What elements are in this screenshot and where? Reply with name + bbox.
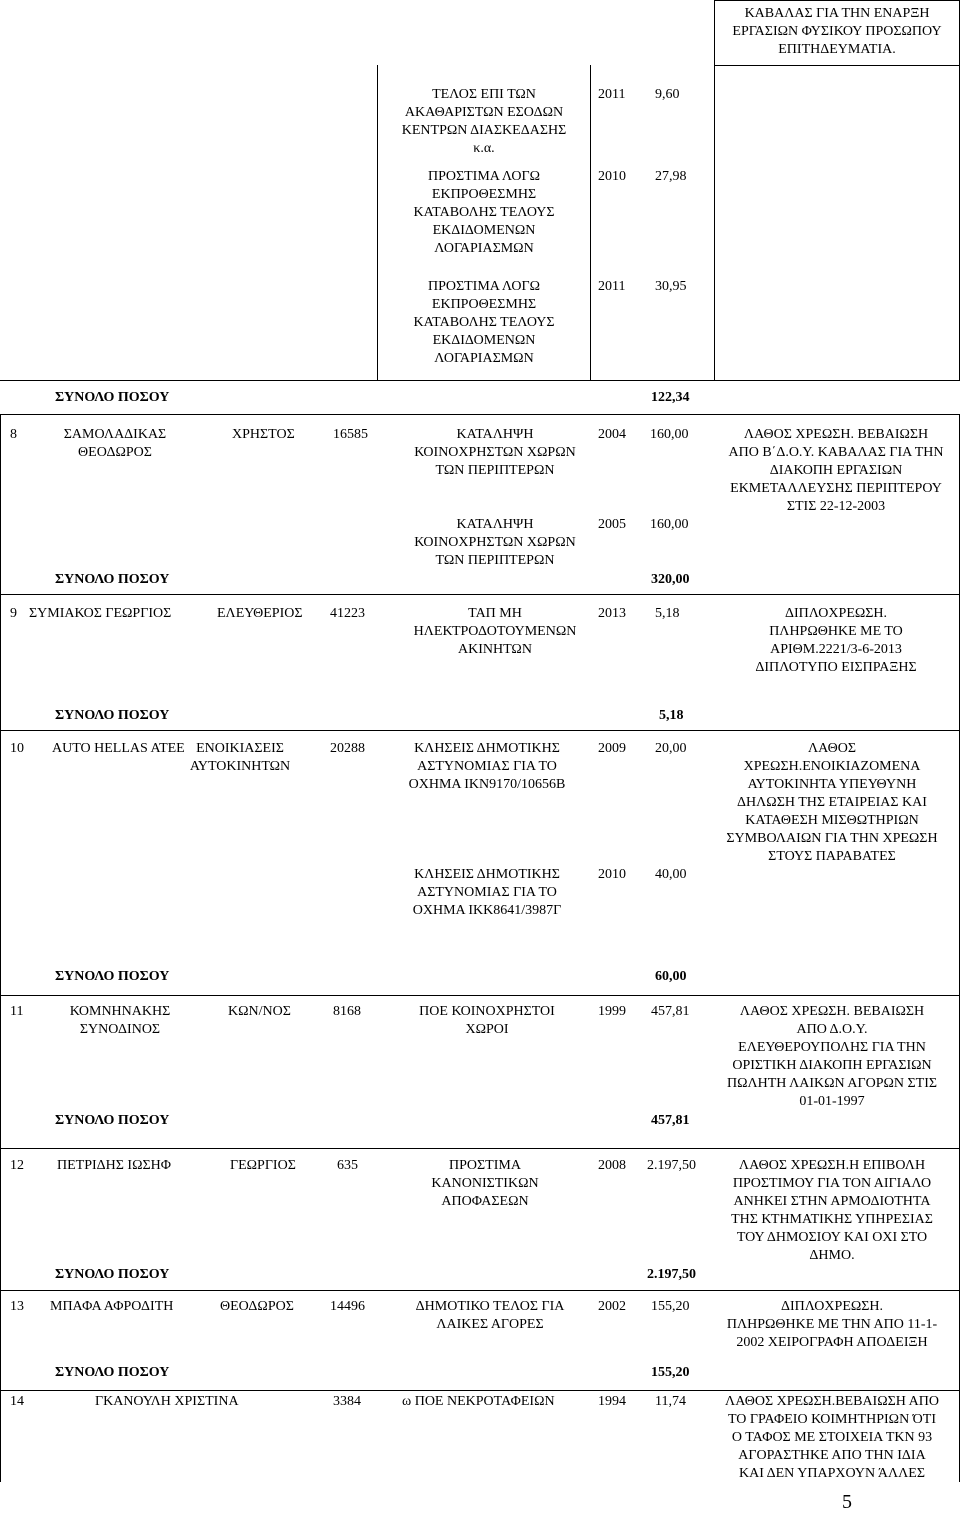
record-surname: ΣΑΜΟΛΑΔΙΚΑΣ ΘΕΟΔΩΡΟΣ (63, 427, 167, 460)
record-reason: ΛΑΘΟΣ ΧΡΕΩΣΗ.ΒΕΒΑΙΩΣΗ ΑΠΟ ΤΟ ΓΡΑΦΕΙΟ ΚΟΙΜΗΤΗΡΙΩΝ ΌΤΙ Ο ΤΑΦΟΣ ΜΕ ΣΤΟΙΧΕΙΑ ΤΚΝ 93 ΑΓΟΡΑΣΤΗΚΕ ΑΠΟ ΤΗΝ ΙΔΙΑ ΚΑΙ ΔΕΝ ΥΠΑΡΧΟΥΝ ΆΛΛΕΣ (725, 1394, 939, 1481)
total-label: ΣΥΝΟΛΟ ΠΟΣΟΥ (55, 1113, 170, 1128)
row-divider (0, 594, 960, 595)
item-amount: 2.197,50 (647, 1158, 696, 1173)
record-number: 12 (10, 1158, 24, 1173)
item-year: 1994 (598, 1394, 626, 1409)
total-label: ΣΥΝΟΛΟ ΠΟΣΟΥ (55, 572, 170, 587)
item-year: 2004 (598, 427, 626, 442)
record-reason: ΔΙΠΛΟΧΡΕΩΣΗ. ΠΛΗΡΩΘΗΚΕ ΜΕ ΤΟ ΑΡΙΘΜ.2221/3-6-2013 ΔΙΠΛΟΤΥΠΟ ΕΙΣΠΡΑΞΗΣ (755, 606, 917, 675)
item-year: 2013 (598, 606, 626, 621)
total-label: ΣΥΝΟΛΟ ΠΟΣΟΥ (55, 1267, 170, 1282)
record-surname: ΜΠΑΦΑ ΑΦΡΟΔΙΤΗ (50, 1299, 174, 1314)
record-code: 8168 (333, 1004, 361, 1019)
item-description: ΠΡΟΣΤΙΜΑ ΛΟΓΩ ΕΚΠΡΟΘΕΣΜΗΣ ΚΑΤΑΒΟΛΗΣ ΤΕΛΟΥΣ ΕΚΔΙΔΟΜΕΝΩΝ ΛΟΓΑΡΙΑΣΜΩΝ (413, 169, 555, 256)
record-number: 14 (10, 1394, 24, 1409)
row-divider (0, 995, 960, 996)
record-reason: ΛΑΘΟΣ ΧΡΕΩΣΗ. ΒΕΒΑΙΩΣΗ ΑΠΟ Δ.Ο.Υ. ΕΛΕΥΘΕΡΟΥΠΟΛΗΣ ΓΙΑ ΤΗΝ ΟΡΙΣΤΙΚΗ ΔΙΑΚΟΠΗ ΕΡΓΑΣΙΩΝ ΠΩΛΗΤΗ ΛΑΙΚΩΝ ΑΓΟΡΩΝ ΣΤΙΣ 01-01-1997 (726, 1004, 938, 1109)
record-surname: ΠΕΤΡΙΔΗΣ ΙΩΣΗΦ (57, 1158, 171, 1173)
total-label: ΣΥΝΟΛΟ ΠΟΣΟΥ (55, 390, 170, 405)
record-number: 8 (10, 427, 17, 442)
record-surname: ΣΥΜΙΑΚΟΣ ΓΕΩΡΓΙΟΣ (29, 606, 172, 621)
row-divider (714, 0, 960, 1)
item-amount: 20,00 (655, 741, 687, 756)
record-reason: ΛΑΘΟΣ ΧΡΕΩΣΗ.Η ΕΠΙΒΟΛΗ ΠΡΟΣΤΙΜΟΥ ΓΙΑ ΤΟΝ ΑΙΓΙΑΛΟ ΑΝΗΚΕΙ ΣΤΗΝ ΑΡΜΟΔΙΟΤΗΤΑ ΤΗΣ ΚΤΗΜΑΤΙΚΗΣ ΥΠΗΡΕΣΙΑΣ ΤΟΥ ΔΗΜΟΣΙΟΥ ΚΑΙ ΟΧΙ ΣΤΟ ΔΗΜΟ. (731, 1158, 933, 1263)
record-surname: ΓΚΑΝΟΥΛΗ ΧΡΙΣΤΙΝΑ (95, 1394, 239, 1409)
record-name: ΚΩΝ/ΝΟΣ (228, 1004, 291, 1019)
item-amount: 30,95 (655, 279, 687, 294)
item-description: ΔΗΜΟΤΙΚΟ ΤΕΛΟΣ ΓΙΑ ΛΑΙΚΕΣ ΑΓΟΡΕΣ (415, 1299, 565, 1332)
row-divider (0, 414, 960, 415)
total-amount: 457,81 (651, 1113, 690, 1128)
item-amount: 5,18 (655, 606, 680, 621)
item-amount: 40,00 (655, 867, 687, 882)
item-description: ΚΛΗΣΕΙΣ ΔΗΜΟΤΙΚΗΣ ΑΣΤΥΝΟΜΙΑΣ ΓΙΑ ΤΟ ΟΧΗΜΑ ΙΚΚ8641/3987Γ (412, 867, 562, 918)
record-reason: ΔΙΠΛΟΧΡΕΩΣΗ. ΠΛΗΡΩΘΗΚΕ ΜΕ ΤΗΝ ΑΠΟ 11-1- 2002 ΧΕΙΡΟΓΡΑΦΗ ΑΠΟΔΕΙΞΗ (726, 1299, 938, 1350)
record-name: ΧΡΗΣΤΟΣ (232, 427, 295, 442)
row-divider (0, 1390, 960, 1391)
record-reason: ΛΑΘΟΣ ΧΡΕΩΣΗ. ΒΕΒΑΙΩΣΗ ΑΠΟ Β΄Δ.Ο.Υ. ΚΑΒΑΛΑΣ ΓΙΑ ΤΗΝ ΔΙΑΚΟΠΗ ΕΡΓΑΣΙΩΝ ΕΚΜΕΤΑΛΛΕΥΣΗΣ ΠΕΡΙΠΤΕΡΟΥ ΣΤΙΣ 22-12-2003 (728, 427, 944, 514)
item-description: ΤΑΠ ΜΗ ΗΛΕΚΤΡΟΔΟΤΟΥΜΕΝΩΝ ΑΚΙΝΗΤΩΝ (413, 606, 577, 657)
item-description: ΠΡΟΣΤΙΜΑ ΚΑΝΟΝΙΣΤΙΚΩΝ ΑΠΟΦΑΣΕΩΝ (431, 1158, 539, 1209)
item-year: 2011 (598, 87, 626, 102)
item-year: 2009 (598, 741, 626, 756)
record-surname: ΚΟΜΝΗΝΑΚΗΣ ΣΥΝΟΔΙΝΟΣ (69, 1004, 171, 1037)
item-amount: 27,98 (655, 169, 687, 184)
total-amount: 5,18 (659, 708, 684, 723)
item-description: ΚΛΗΣΕΙΣ ΔΗΜΟΤΙΚΗΣ ΑΣΤΥΝΟΜΙΑΣ ΓΙΑ ΤΟ ΟΧΗΜΑ ΙΚΝ9170/10656Β (408, 741, 566, 792)
total-label: ΣΥΝΟΛΟ ΠΟΣΟΥ (55, 969, 170, 984)
item-amount: 160,00 (650, 517, 689, 532)
item-year: 2008 (598, 1158, 626, 1173)
item-year: 2011 (598, 279, 626, 294)
top-note: ΚΑΒΑΛΑΣ ΓΙΑ ΤΗΝ ΕΝΑΡΞΗ ΕΡΓΑΣΙΩΝ ΦΥΣΙΚΟΥ ΠΡΟΣΩΠΟΥ ΕΠΙΤΗΔΕΥΜΑΤΙΑ. (732, 6, 942, 57)
item-description: ΠΡΟΣΤΙΜΑ ΛΟΓΩ ΕΚΠΡΟΘΕΣΜΗΣ ΚΑΤΑΒΟΛΗΣ ΤΕΛΟΥΣ ΕΚΔΙΔΟΜΕΝΩΝ ΛΟΓΑΡΙΑΣΜΩΝ (413, 279, 555, 366)
record-name: ΕΝΟΙΚΙΑΣΕΙΣ ΑΥΤΟΚΙΝΗΤΩΝ (189, 741, 291, 774)
row-divider (0, 380, 960, 381)
item-amount: 9,60 (655, 87, 680, 102)
item-amount: 11,74 (655, 1394, 686, 1409)
record-number: 13 (10, 1299, 24, 1314)
record-name: ΕΛΕΥΘΕΡΙΟΣ (217, 606, 303, 621)
row-divider (0, 1148, 960, 1149)
item-year: 2005 (598, 517, 626, 532)
record-number: 11 (10, 1004, 24, 1019)
record-code: 41223 (330, 606, 365, 621)
total-amount: 155,20 (651, 1365, 690, 1380)
record-number: 9 (10, 606, 17, 621)
item-amount: 160,00 (650, 427, 689, 442)
item-amount: 457,81 (651, 1004, 690, 1019)
item-year: 2010 (598, 867, 626, 882)
item-description: ΠΟΕ ΚΟΙΝΟΧΡΗΣΤΟΙ ΧΩΡΟΙ (419, 1004, 555, 1037)
item-amount: 155,20 (651, 1299, 690, 1314)
record-code: 3384 (333, 1394, 361, 1409)
record-code: 16585 (333, 427, 368, 442)
col-divider (714, 0, 715, 380)
row-divider (0, 1290, 960, 1291)
record-reason: ΛΑΘΟΣ ΧΡΕΩΣΗ.ΕΝΟΙΚΙΑΖΟΜΕΝΑ ΑΥΤΟΚΙΝΗΤΑ ΥΠΕΥΘΥΝΗ ΔΗΛΩΣΗ ΤΗΣ ΕΤΑΙΡΕΙΑΣ ΚΑΙ ΚΑΤΑΘΕΣΗ ΜΙΣΘΩΤΗΡΙΩΝ ΣΥΜΒΟΛΑΙΩΝ ΓΙΑ ΤΗΝ ΧΡΕΩΣΗ ΣΤΟΥΣ ΠΑΡΑΒΑΤΕΣ (726, 741, 938, 864)
total-amount: 60,00 (655, 969, 687, 984)
item-description: ΤΕΛΟΣ ΕΠΙ ΤΩΝ ΑΚΑΘΑΡΙΣΤΩΝ ΕΣΟΔΩΝ ΚΕΝΤΡΩΝ ΔΙΑΣΚΕΔΑΣΗΣ κ.α. (401, 87, 567, 156)
item-year: 2002 (598, 1299, 626, 1314)
row-divider (714, 65, 960, 66)
total-label: ΣΥΝΟΛΟ ΠΟΣΟΥ (55, 708, 170, 723)
record-code: 14496 (330, 1299, 365, 1314)
record-code: 20288 (330, 741, 365, 756)
total-amount: 320,00 (651, 572, 690, 587)
item-description: ΚΑΤΑΛΗΨΗ ΚΟΙΝΟΧΡΗΣΤΩΝ ΧΩΡΩΝ ΤΩΝ ΠΕΡΙΠΤΕΡΩΝ (414, 517, 576, 568)
item-year: 1999 (598, 1004, 626, 1019)
record-name: ΓΕΩΡΓΙΟΣ (230, 1158, 296, 1173)
item-description: ω ΠΟΕ ΝΕΚΡΟΤΑΦΕΙΩΝ (402, 1394, 555, 1409)
page-number: 5 (842, 1491, 852, 1513)
item-year: 2010 (598, 169, 626, 184)
total-amount: 122,34 (651, 390, 690, 405)
record-name: ΘΕΟΔΩΡΟΣ (220, 1299, 294, 1314)
record-code: 635 (337, 1158, 358, 1173)
col-divider (377, 65, 378, 380)
record-surname: AUTO HELLAS ATEE (52, 741, 185, 756)
record-number: 10 (10, 741, 24, 756)
col-divider (590, 65, 591, 380)
col-divider (0, 414, 1, 1482)
total-amount: 2.197,50 (647, 1267, 696, 1282)
total-label: ΣΥΝΟΛΟ ΠΟΣΟΥ (55, 1365, 170, 1380)
row-divider (0, 730, 960, 731)
item-description: ΚΑΤΑΛΗΨΗ ΚΟΙΝΟΧΡΗΣΤΩΝ ΧΩΡΩΝ ΤΩΝ ΠΕΡΙΠΤΕΡΩΝ (414, 427, 576, 478)
